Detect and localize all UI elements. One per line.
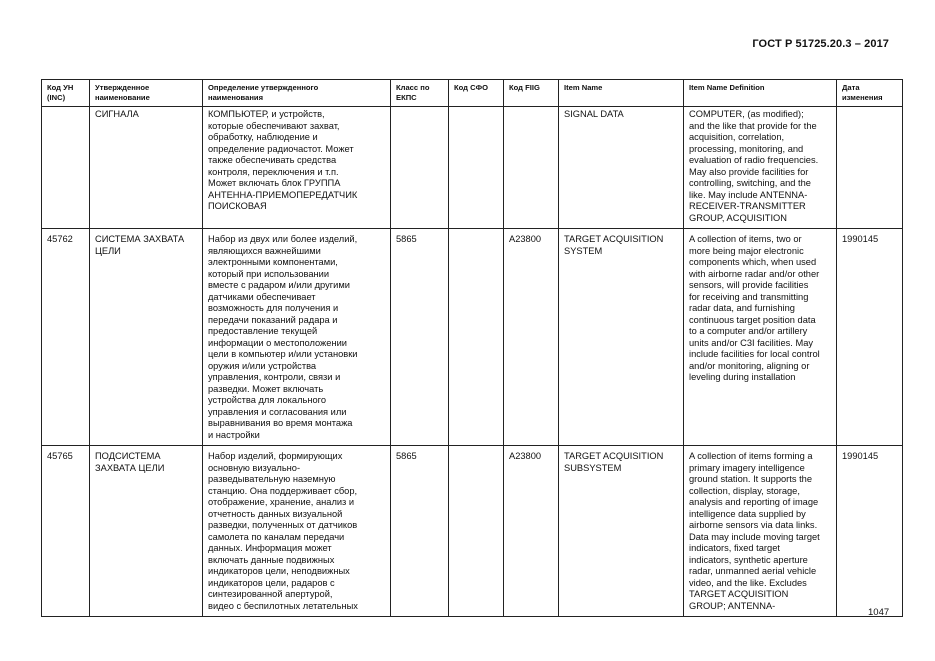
table-header-row [42, 80, 903, 107]
cell-item-def: A collection of items, two or more being major electronic components which, when used with airborne radar and/or other sensors, will provide facilities for receiving and transmitting radar data, and furnishing continuous target position data to a computer and/or artillery units and/or C3I facilities. May include facilities for local control and/or monitoring, aligning or leveling during installation [684, 229, 837, 446]
cell-date: 1990145 [837, 446, 903, 617]
cell-fiig: A23800 [504, 446, 559, 617]
page-number: 1047 [868, 607, 890, 618]
header-sfo: Код СФО [449, 80, 504, 107]
cell-fiig [504, 107, 559, 229]
cell-class: 5865 [391, 446, 449, 617]
cell-date: 1990145 [837, 229, 903, 446]
header-name-ru: Утвержденное наименование [90, 80, 203, 107]
cell-inc: 45762 [42, 229, 90, 446]
cell-item-name: SIGNAL DATA [559, 107, 684, 229]
cell-def-ru: КОМПЬЮТЕР, и устройств, которые обеспечивают захват, обработку, наблюдение и определение радиочастот. Может также обеспечивать средства контроля, переключения и т.п. Может включать блок ГРУППА АНТЕННА-ПРИЕМОПЕРЕДАТЧИК ПОИСКОВАЯ [203, 107, 391, 229]
cell-date [837, 107, 903, 229]
cell-sfo [449, 446, 504, 617]
cell-item-def: A collection of items forming a primary imagery intelligence ground station. It supports the collection, display, storage, analysis and reporting of image intelligence data supplied by airborne sensors via data links. Data may include moving target indicators, fixed target indicators, synthetic aperture radar, unmanned aerial vehicle video, and the like. Excludes TARGET ACQUISITION GROUP; ANTENNA- [684, 446, 837, 617]
header-fiig: Код FIIG [504, 80, 559, 107]
document-standard-number: ГОСТ Р 51725.20.3 – 2017 [752, 38, 889, 50]
cell-name-ru: СИГНАЛА [90, 107, 203, 229]
cell-def-ru: Набор изделий, формирующих основную визуально- разведывательную наземную станцию. Она поддерживает сбор, отображение, хранение, анализ и отчетность данных визуальной разведки, полученных от датчиков самолета по каналам передачи данных. Информация может включать данные подвижных индикаторов цели, неподвижных индикаторов цели, радаров с синтезированной апертурой, видео с беспилотных летательных [203, 446, 391, 617]
cell-class: 5865 [391, 229, 449, 446]
table-row [42, 229, 903, 446]
header-def-ru: Определение утвержденного наименования [203, 80, 391, 107]
cell-inc: 45765 [42, 446, 90, 617]
nomenclature-table [41, 79, 903, 617]
cell-item-name: TARGET ACQUISITION SUBSYSTEM [559, 446, 684, 617]
cell-item-name: TARGET ACQUISITION SYSTEM [559, 229, 684, 446]
cell-fiig: A23800 [504, 229, 559, 446]
cell-name-ru: ПОДСИСТЕМА ЗАХВАТА ЦЕЛИ [90, 446, 203, 617]
cell-sfo [449, 107, 504, 229]
cell-sfo [449, 229, 504, 446]
cell-name-ru: СИСТЕМА ЗАХВАТА ЦЕЛИ [90, 229, 203, 446]
cell-item-def: COMPUTER, (as modified); and the like that provide for the acquisition, correlation, processing, monitoring, and evaluation of radio frequencies. May also provide facilities for controlling, switching, and the like. May include ANTENNA- RECEIVER-TRANSMITTER GROUP, ACQUISITION [684, 107, 837, 229]
table-row [42, 446, 903, 617]
cell-inc [42, 107, 90, 229]
cell-class [391, 107, 449, 229]
table-row [42, 107, 903, 229]
header-item-def: Item Name Definition [684, 80, 837, 107]
header-date: Дата изменения [837, 80, 903, 107]
header-class: Класс по ЕКПС [391, 80, 449, 107]
header-item-name: Item Name [559, 80, 684, 107]
cell-def-ru: Набор из двух или более изделий, являющихся важнейшими электронными компонентами, который при использовании вместе с радаром и/или другими датчиками обеспечивает возможность для получения и передачи показаний радара и предоставление текущей информации о местоположении цели в компьютер и/или установки оружия и/или устройства управления, контроли, связи и разведки. Может включать устройства для локального управления и согласования или выравнивания во время монтажа и настройки [203, 229, 391, 446]
table-body [42, 107, 903, 617]
header-inc: Код УН (INC) [42, 80, 90, 107]
